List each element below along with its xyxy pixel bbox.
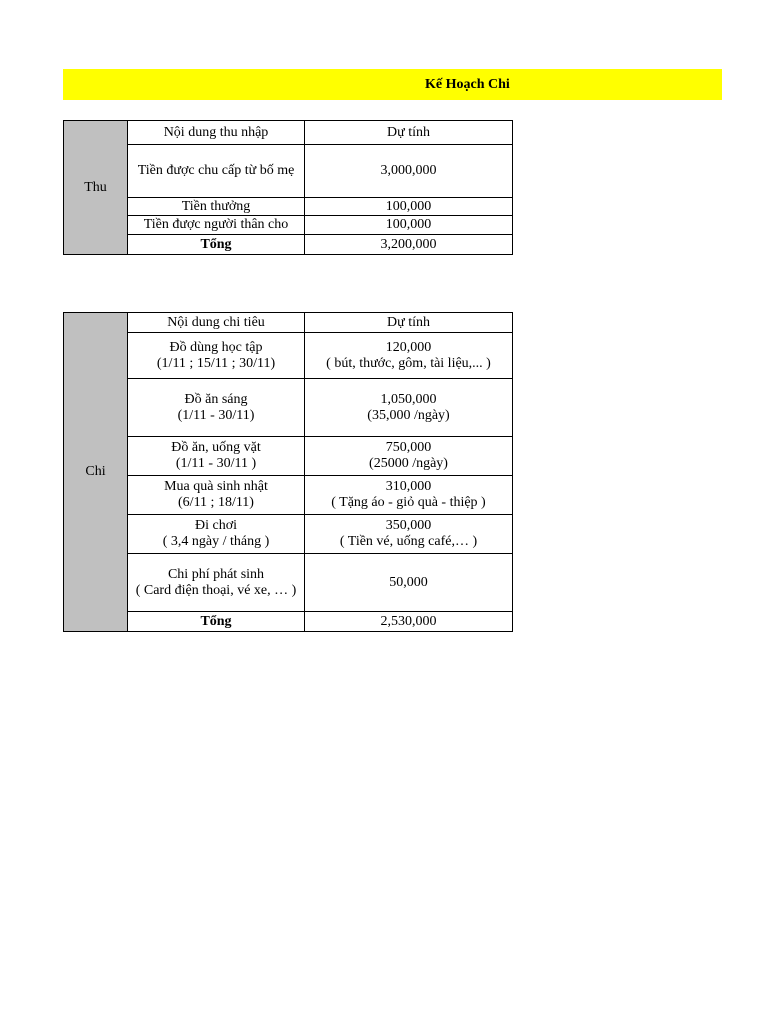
- table-row: [64, 476, 513, 515]
- table-row: [64, 515, 513, 554]
- income-side-label: Thu: [64, 121, 128, 255]
- row-desc-line: ( 3,4 ngày / tháng ): [162, 534, 270, 549]
- row-desc-line: Đồ dùng học tập: [169, 339, 263, 355]
- row-value: [305, 437, 513, 476]
- table-header-row: [64, 121, 513, 145]
- row-desc: [128, 554, 305, 612]
- table-row: [64, 145, 513, 198]
- row-desc-line: Đi chơi: [194, 518, 237, 533]
- row-desc-line: Chi phí phát sinh: [167, 566, 265, 582]
- row-value: 100,000: [305, 198, 513, 216]
- row-desc: Tiền thưởng: [128, 198, 305, 216]
- table-row: [64, 333, 513, 379]
- row-desc: [128, 437, 305, 476]
- table-row: [64, 198, 513, 216]
- row-desc: [128, 476, 305, 515]
- total-label: Tổng: [128, 612, 305, 632]
- row-desc: Tiền được chu cấp từ bố mẹ: [128, 145, 305, 198]
- table-row: [64, 554, 513, 612]
- column-header-desc: Nội dung thu nhập: [128, 121, 305, 145]
- row-value: [305, 515, 513, 554]
- row-value-line: ( bút, thước, gôm, tài liệu,... ): [326, 355, 491, 371]
- income-table: [63, 120, 513, 255]
- row-desc-line: (1/11 - 30/11 ): [175, 456, 257, 471]
- total-row: [64, 235, 513, 255]
- row-desc: [128, 379, 305, 437]
- page-title: Kế Hoạch Chi: [425, 77, 510, 92]
- total-value: 2,530,000: [305, 612, 513, 632]
- row-value: [305, 379, 513, 437]
- row-desc-line: Đồ ăn, uống vặt: [171, 440, 261, 455]
- row-value-line: (25000 /ngày): [369, 456, 448, 471]
- expense-side-label: Chi: [64, 313, 128, 632]
- row-value-line: 310,000: [385, 479, 432, 494]
- total-value: 3,200,000: [305, 235, 513, 255]
- row-value: 100,000: [305, 216, 513, 235]
- total-row: [64, 612, 513, 632]
- table-row: [64, 379, 513, 437]
- row-value-line: 50,000: [389, 574, 428, 590]
- row-desc-line: Đồ ăn sáng: [184, 391, 248, 407]
- total-label: Tổng: [128, 235, 305, 255]
- row-value: [305, 476, 513, 515]
- column-header-desc: Nội dung chi tiêu: [128, 313, 305, 333]
- row-desc-line: (1/11 - 30/11): [177, 407, 255, 423]
- row-desc: [128, 333, 305, 379]
- row-value: 3,000,000: [305, 145, 513, 198]
- row-desc-line: ( Card điện thoại, vé xe, … ): [135, 582, 297, 598]
- row-value-line: (35,000 /ngày): [367, 407, 450, 423]
- column-header-value: Dự tính: [305, 121, 513, 145]
- title-banner: [63, 69, 722, 100]
- row-value: [305, 333, 513, 379]
- row-value-line: 1,050,000: [380, 391, 437, 407]
- row-value-line: ( Tiền vé, uống café,… ): [339, 534, 478, 549]
- row-desc: Tiền được người thân cho: [128, 216, 305, 235]
- row-value: [305, 554, 513, 612]
- expense-table: [63, 312, 513, 632]
- row-value-line: 750,000: [385, 440, 432, 455]
- row-value-line: 350,000: [385, 518, 432, 533]
- row-desc-line: (1/11 ; 15/11 ; 30/11): [156, 355, 276, 371]
- row-value-line: 120,000: [385, 339, 432, 355]
- table-row: [64, 437, 513, 476]
- row-value-line: ( Tặng áo - giỏ quà - thiệp ): [331, 495, 486, 510]
- column-header-value: Dự tính: [305, 313, 513, 333]
- row-desc-line: Mua quà sinh nhật: [164, 479, 268, 494]
- table-header-row: [64, 313, 513, 333]
- row-desc-line: (6/11 ; 18/11): [178, 495, 254, 510]
- table-row: [64, 216, 513, 235]
- row-desc: [128, 515, 305, 554]
